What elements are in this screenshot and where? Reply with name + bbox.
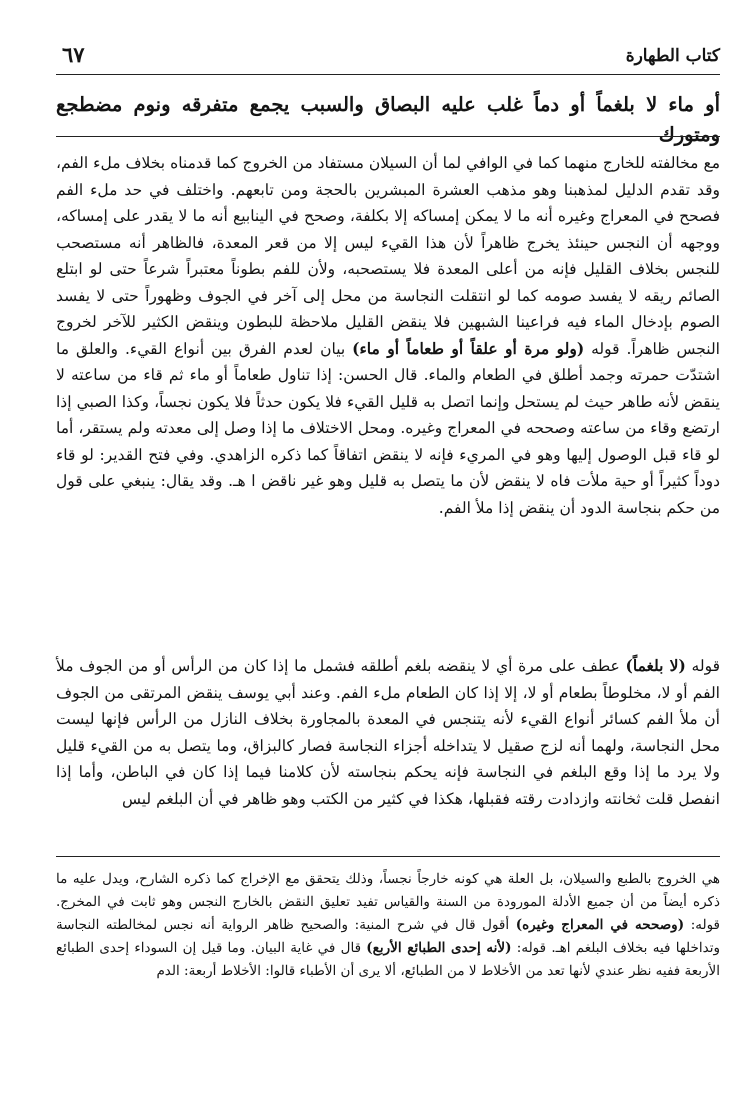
commentary-text: قوله [691,657,720,675]
chapter-title: كتاب الطهارة [625,46,720,66]
footnote-block [56,868,720,983]
quoted-phrase: (لا بلغماً) [625,656,686,675]
footnote-divider [56,856,720,857]
commentary-text: عطف على مرة أي لا ينقضه بلغم أطلقه فشمل ما إذا كان من الرأس أو من الجوف ملأ الفم أو لا، مخلوطاً بطعام أو لا، إلا إذا كان الطعام ملء الفم. وعند أبي يوسف ينقض المرتقى من الجوف أن ملأ الفم كسائر أنواع القيء لأنه يتنجس في المعدة بالمجاورة بخلاف النازل من الرأس فإنها ليست محل النجاسة، ولهما أنه لزج صقيل لا يتداخله أجزاء النجاسة فصار كالبزاق، وما يتصل به من القيء قليل ولا يرد ما إذا وقع البلغم في النجاسة فإنه يحكم بنجاسته لأن كلامنا فيما إذا كان في الباطن، وأما إذا انفصل قلت ثخانته وازدادت رقته فقبلها، هكذا في كثير من الكتب وهو ظاهر في أن البلغم ليس [56,657,720,808]
quoted-phrase: (ولو مرة أو علقاً أو طعاماً أو ماء) [352,338,585,358]
commentary-paragraph [56,150,720,521]
book-page [56,40,720,1070]
running-head [56,40,720,75]
commentary-text: بيان لعدم الفرق بين أنواع القيء. والعلق ما اشتدّت حمرته وجمد أطلق في الطعام والماء. قال الحسن: إذا تناول طعاماً أو ماء ثم قاء من ساعته لا ينقض لأنه طاهر حيث لم يستحل وإنما اتصل به قليل القيء فلا يكون حدثاً فلا يكون نجساً، وكذا الصبي إذا ارتضع وقاء من ساعته وصححه في المعراج وغيره. ومحل الاختلاف ما إذا وصل إلى معدته ولم يستقر، أما لو قاء قبل الوصول إليها وهو في المريء فإنه لا ينقض اتفاقاً كما ذكره الزاهدي. وفي فتح القدير: لو قاء دوداً كثيراً أو حية ملأت فاه لا ينقض لأن ما يتصل به قليل وهو غير ناقض ا هـ. وقد يقال: ينبغي على قول من حكم بنجاسة الدود أن ينقض إذا ملأ الفم. [56,339,720,517]
footnote-text: هي الخروج بالطبع والسيلان، بل العلة هي كونه خارجاً نجساً، وذلك يتحقق مع الإخراج كما ذكره الشارح، ويدل عليه ما ذكره أيضاً من أن جميع الأدلة المورودة من السنة والقياس تفيد تعليق النقض بالخارج النجس وهو ثابت في المخرج. قوله: [56,871,721,933]
main-text-line: أو ماء لا بلغماً أو دماً غلب عليه البصاق والسبب يجمع متفرقه ونوم مضطجع ومتورك [56,93,720,146]
commentary-text: مع مخالفته للخارج منهما كما في الوافي لما أن السيلان مستفاد من الخروج كما قدمناه بخلاف ملء الفم، وقد تقدم الدليل لمذهبنا وهو مذهب العشرة المبشرين بالحجة ومن تابعهم. واختلف في حد ملء الفم فصحح في المعراج وغيره أنه ما لا يمكن إمساكه إلا بكلفة، وصحح في الينابيع أنه ما لا يقدر على إمساكه، ووجهه أن النجس حينئذ يخرج ظاهراً لأن هذا القيء ليس إلا من قعر المعدة، فالظاهر أنه مستصحب للنجس بخلاف القليل فإنه من أعلى المعدة فلا يستصحبه، ولأن للفم بطوناً معتبراً شرعاً حتى لو ابتلع الصائم ريقه لا يفسد صومه كما لو انتقلت النجاسة من محل إلى آخر في الجوف وظهوراً حتى لا يفسد الصوم بإدخال الماء فيه فراعينا الشبهين فلا ينقض القليل ملاحظة للبطون وينقض الكثير للآخر لخروج النجس ظاهراً. قوله [56,154,720,358]
page-number: ٦٧ [62,42,85,67]
footnote-text: أقول قال في شرح المنية: والصحيح ظاهر الرواية أنه نجس لمخالطته النجاسة وتداخلها فيه بخلاف البلغم اهـ. قوله: [56,917,720,956]
commentary-paragraph [56,653,720,812]
quoted-phrase: (لأنه إحدى الطبائع الأربع) [366,940,512,956]
quoted-phrase: (وصححه في المعراج وغيره) [515,917,685,933]
footnote-text: قال في غاية البيان. وما قيل إن السوداء إحدى الطبائع الأربعة ففيه نظر عندي لأنها تعد من الأخلاط لا من الطبائع، ألا يرى أن الأطباء قالوا: الأخلاط أربعة: الدم [56,940,720,979]
main-text-divider [56,136,720,137]
